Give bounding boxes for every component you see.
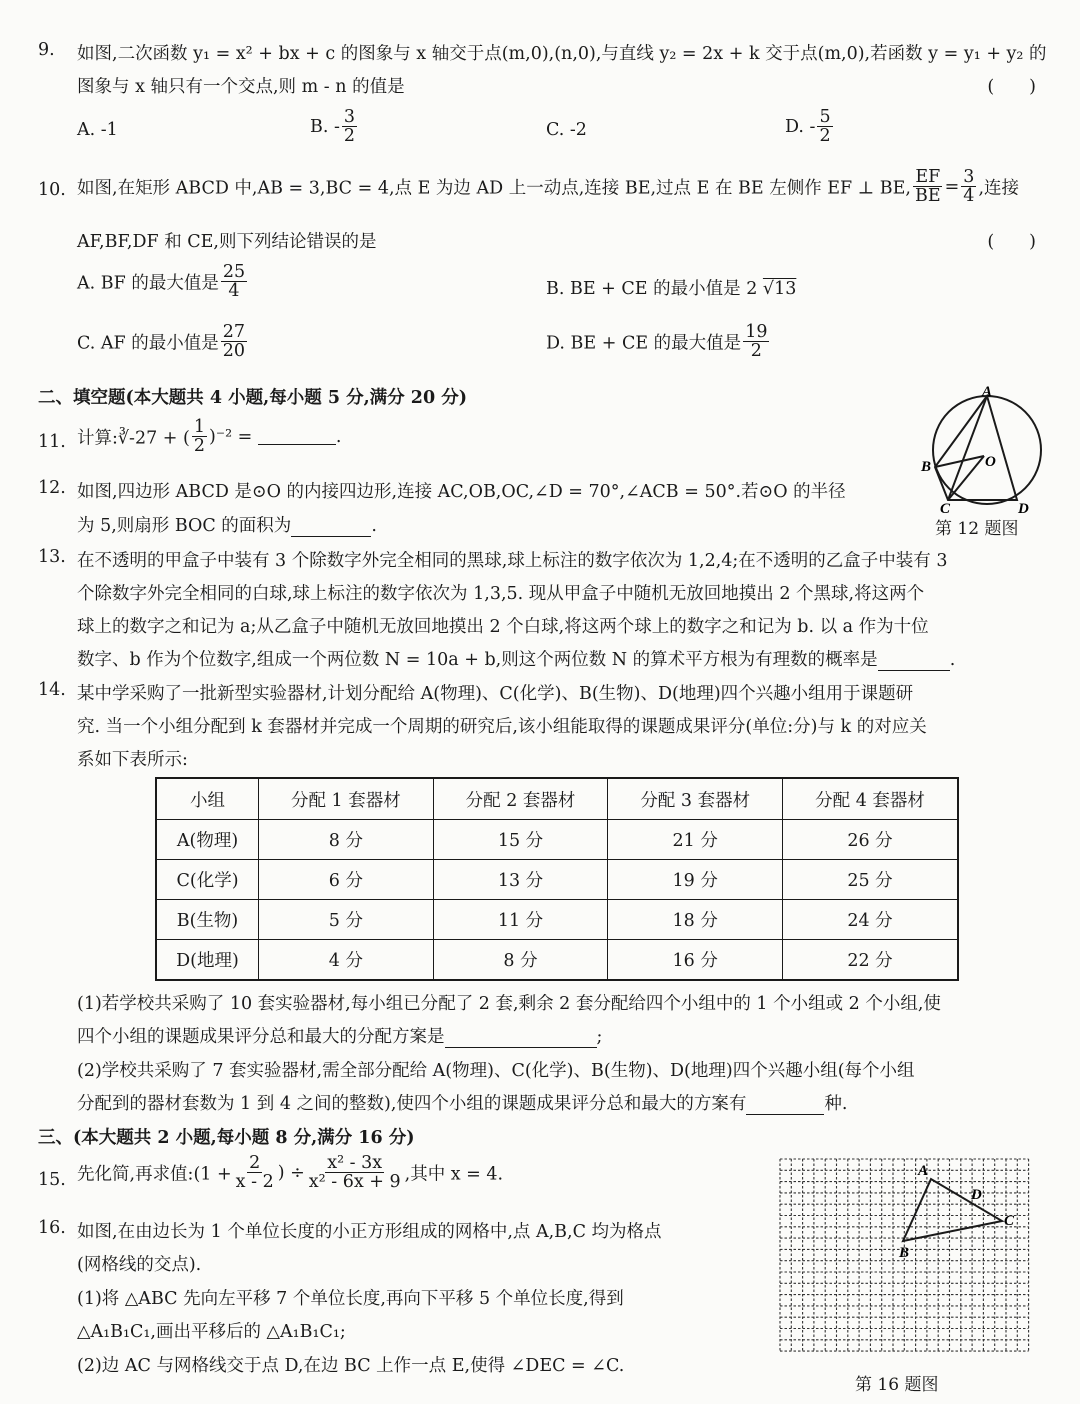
q14-sub1-line2 [77,1023,602,1048]
q10-line2: AF,BF,DF 和 CE,则下列结论错误的是 [77,232,377,252]
q10-frac1-num: EF [915,167,941,187]
section-3-heading: 三、(本大题共 2 小题,每小题 8 分,满分 16 分) [38,1128,415,1148]
table-row [156,900,958,940]
q14-score-table [155,777,959,981]
q9-option-b-prefix: B. - [310,116,340,137]
q9-number: 9. [38,40,55,60]
q16-triangle-abc [903,1179,1002,1241]
table-cell: 18 分 [608,900,783,940]
q12-segment-ac [948,396,987,500]
q12-caption: 第 12 题图 [935,519,1019,539]
table-cell: 26 分 [783,820,958,860]
q10-line1-tail: ,连接 [978,178,1020,199]
table-row [156,940,958,981]
q9-option-d-den: 2 [819,126,831,147]
q15-frac1-num: 2 [249,1153,261,1173]
table-header-cell: 分配 3 套器材 [608,778,783,820]
q13-number: 13. [38,547,66,567]
q9-line1: 如图,二次函数 y₁ = x² + bx + c 的图象与 x 轴交于点(m,0),(n,0),与直线 y₂ = 2x + k 交于点(m,0),若函数 y = y₁ + y₂ 的 [77,44,1047,64]
table-header-cell: 分配 1 套器材 [259,778,434,820]
q12-line2-text: 为 5,则扇形 BOC 的面积为 [77,516,292,536]
q16-line4: △A₁B₁C₁,画出平移后的 △A₁B₁C₁; [77,1322,346,1342]
q9-option-b [310,108,359,146]
table-cell: 25 分 [783,860,958,900]
table-header-cell: 分配 2 套器材 [433,778,608,820]
table-cell: 5 分 [259,900,434,940]
q14-sub1-tail: ; [596,1027,603,1047]
q15-text-b: ) ÷ [277,1162,305,1183]
q10-option-d-den: 2 [750,341,762,362]
q12-quadrilateral [935,396,1017,500]
q16-label-a: A [918,1163,929,1179]
q10-frac2-num: 3 [963,167,975,187]
q10-option-a-den: 4 [228,281,240,302]
q9-answer-paren: ( ) [987,77,1036,97]
q15-frac1-den: x - 2 [235,1172,274,1193]
q10-option-a [77,263,249,301]
q10-option-c-den: 20 [222,341,246,362]
q12-tail: . [371,516,377,536]
table-cell: 22 分 [783,940,958,981]
q9-option-a: A. -1 [77,120,118,140]
q10-number: 10. [38,180,66,200]
q12-label-c: C [940,501,951,516]
q11-line [77,418,341,456]
q13-line4-text: 数字、b 作为个位数字,组成一个两位数 N = 10a + b,则这个两位数 N 的算术平方根为有理数的概率是 [77,650,878,670]
q15-line [77,1154,503,1192]
q15-number: 15. [38,1170,66,1190]
q11-frac-num: 1 [193,417,205,437]
q9-option-d-prefix: D. - [785,116,816,137]
q12-label-b: B [921,459,932,475]
q14-sub2-line2-text: 分配到的器材套数为 1 到 4 之间的整数),使四个小组的课题成果评分总和最大的方案有 [77,1094,747,1114]
q14-line3: 系如下表所示: [77,750,188,770]
q9-line2: 图象与 x 轴只有一个交点,则 m - n 的值是 [77,77,405,97]
table-cell: 15 分 [433,820,608,860]
q10-option-d [546,323,771,361]
q10-eq: = [944,176,960,197]
table-header-cell: 分配 4 套器材 [783,778,958,820]
table-row [156,820,958,860]
table-cell: 6 分 [259,860,434,900]
q14-line2: 究. 当一个小组分配到 k 套器材并完成一个周期的研究后,该小组能取得的课题成果评分(单位:分)与 k 的对应关 [77,717,927,737]
q10-answer-paren: ( ) [987,232,1036,252]
table-cell: 21 分 [608,820,783,860]
table-cell: D(地理) [156,940,259,981]
q13-answer-blank[interactable] [878,669,950,671]
q14-sub1-line2-text: 四个小组的课题成果评分总和最大的分配方案是 [77,1027,445,1047]
q14-sub2-answer-blank[interactable] [746,1113,824,1115]
q10-line1-text: 如图,在矩形 ABCD 中,AB = 3,BC = 4,点 E 为边 AD 上一动点,连接 BE,过点 E 在 BE 左侧作 EF ⊥ BE, [77,178,911,199]
q10-option-c-text: C. AF 的最小值是 [77,333,219,354]
q16-line1: 如图,在由边长为 1 个单位长度的小正方形组成的网格中,点 A,B,C 均为格点 [77,1222,662,1242]
table-cell: A(物理) [156,820,259,860]
q15-text-a: 先化简,再求值:(1 + [77,1164,232,1185]
q12-label-o: O [985,454,996,470]
q14-number: 14. [38,680,66,700]
q12-figure [918,384,1058,516]
table-row [156,860,958,900]
table-cell: 4 分 [259,940,434,981]
q10-option-d-num: 19 [745,322,768,342]
q10-frac2-den: 4 [963,186,975,207]
q12-number: 12. [38,478,66,498]
q11-answer-blank[interactable] [258,443,336,445]
q14-sub2-tail: 种. [824,1094,848,1114]
q10-line1 [77,168,1019,206]
q13-tail: . [949,650,956,670]
q9-option-d [785,108,835,146]
q10-option-b [546,275,796,300]
q9-option-c: C. -2 [546,120,587,140]
q14-line1: 某中学采购了一批新型实验器材,计划分配给 A(物理)、C(化学)、B(生物)、D(地理)四个兴趣小组用于课题研 [77,684,914,704]
q11-text-b: )⁻² = [209,426,253,447]
table-cell: C(化学) [156,860,259,900]
q10-option-a-text: A. BF 的最大值是 [77,273,219,294]
q16-line2: (网格线的交点). [77,1255,202,1275]
q9-option-d-num: 5 [819,107,831,127]
q16-label-c: C [1004,1213,1015,1229]
table-cell: B(生物) [156,900,259,940]
q16-line5: (2)边 AC 与网格线交于点 D,在边 BC 上作一点 E,使得 ∠DEC = ∠C. [77,1356,625,1376]
q13-line4 [77,646,955,671]
table-cell: 24 分 [783,900,958,940]
q12-answer-blank[interactable] [291,535,371,537]
q11-tail: . [335,426,342,447]
table-cell: 8 分 [259,820,434,860]
q12-label-a: A [982,384,993,400]
q16-line3: (1)将 △ABC 先向左平移 7 个单位长度,再向下平移 5 个单位长度,得到 [77,1289,624,1309]
q15-text-c: ,其中 x = 4. [404,1164,504,1185]
q14-sub2-line1: (2)学校共采购了 7 套实验器材,需全部分配给 A(物理)、C(化学)、B(生物)、D(地理)四个兴趣小组(每个小组 [77,1061,915,1081]
q11-number: 11. [38,432,66,452]
q15-frac2-den: x² - 6x + 9 [308,1172,401,1193]
q10-option-c-num: 27 [222,322,246,342]
q14-sub2-line2 [77,1090,848,1115]
q12-label-d: D [1018,501,1029,516]
q16-number: 16. [38,1218,66,1238]
q13-line3: 球上的数字之和记为 a;从乙盒子中随机无放回地摸出 2 个白球,将这两个球上的数字之和记为 b. 以 a 作为十位 [77,617,929,637]
table-cell: 8 分 [433,940,608,981]
q10-option-c [77,323,249,361]
q16-grid-figure [778,1157,1038,1357]
q16-label-b: B [899,1245,910,1261]
q12-line2 [77,512,377,537]
q11-frac-den: 2 [193,436,205,457]
section-2-heading: 二、填空题(本大题共 4 小题,每小题 5 分,满分 20 分) [38,388,468,408]
q15-frac2-num: x² - 3x [327,1153,383,1173]
table-cell: 16 分 [608,940,783,981]
q10-frac1-den: BE [914,186,941,207]
q13-line1: 在不透明的甲盒子中装有 3 个除数字外完全相同的黑球,球上标注的数字依次为 1,2,4;在不透明的乙盒子中装有 3 [77,551,948,571]
q9-option-b-den: 2 [343,126,356,147]
q10-option-a-num: 25 [222,262,246,282]
table-cell: 19 分 [608,860,783,900]
q14-sub1-line1: (1)若学校共采购了 10 套实验器材,每小组已分配了 2 套,剩余 2 套分配给四个小组中的 1 个小组或 2 个小组,使 [77,994,941,1014]
q9-option-b-num: 3 [343,107,356,127]
table-header-row [156,778,958,820]
q10-option-b-text: B. BE + CE 的最小值是 2 [546,279,758,299]
q12-line1: 如图,四边形 ABCD 是⊙O 的内接四边形,连接 AC,OB,OC,∠D = 70°,∠ACB = 50°.若⊙O 的半径 [77,482,846,502]
q14-sub1-answer-blank[interactable] [445,1046,597,1048]
q11-text-a: 计算:∛-27 + ( [77,428,190,449]
q16-label-d: D [971,1187,982,1203]
q12-circle [933,396,1041,504]
q13-line2: 个除数字外完全相同的白球,球上标注的数字依次为 1,3,5. 现从甲盒子中随机无放回地摸出 2 个黑球,将这两个 [77,584,925,604]
table-header-cell: 小组 [156,778,259,820]
q10-option-d-text: D. BE + CE 的最大值是 [546,333,742,354]
q10-option-b-radical: √13 [762,279,797,299]
table-cell: 13 分 [433,860,608,900]
table-cell: 11 分 [433,900,608,940]
q16-caption: 第 16 题图 [855,1375,939,1395]
